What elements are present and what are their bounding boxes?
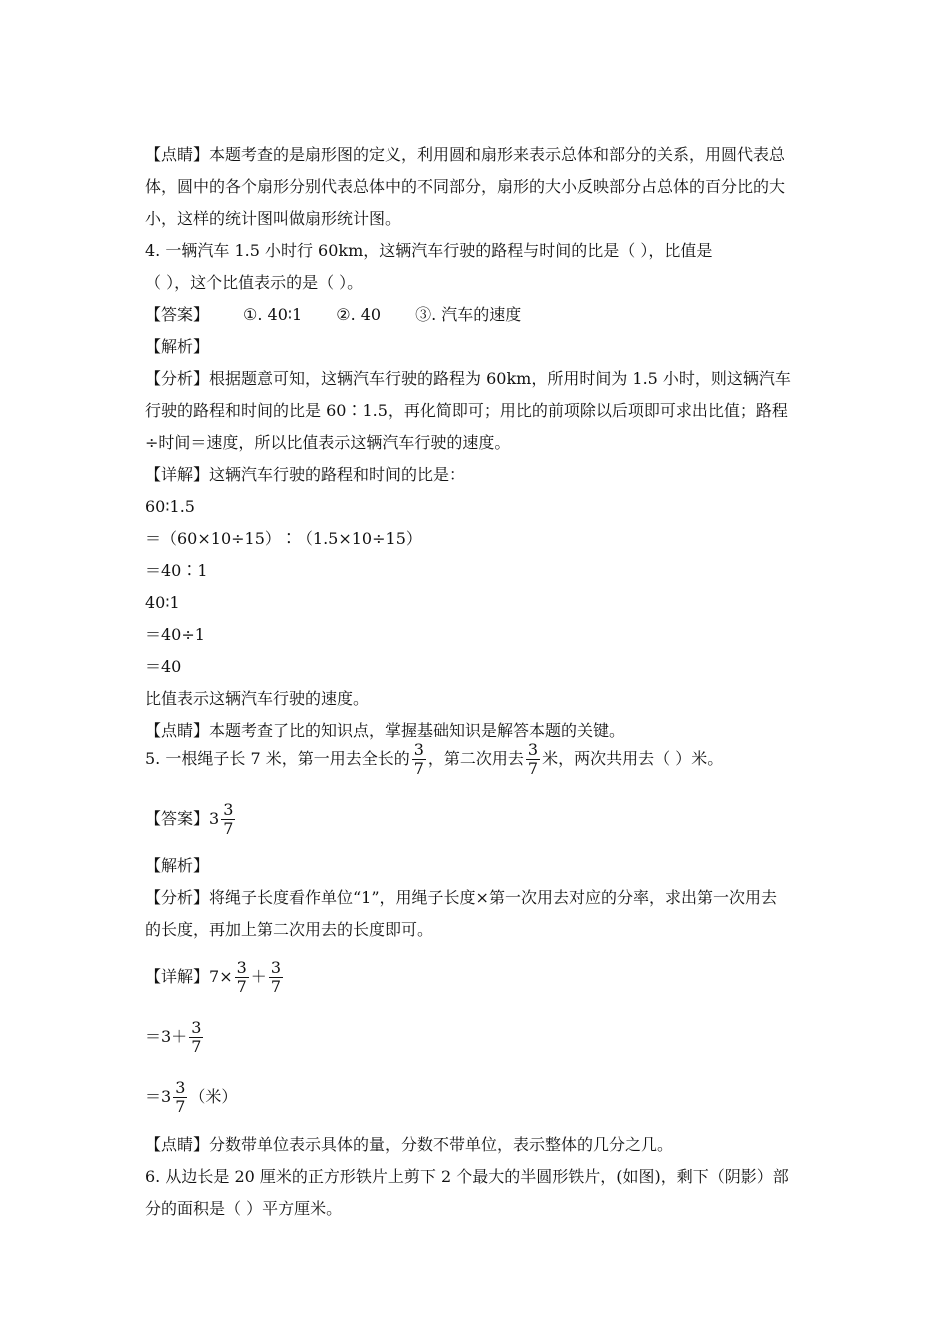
- q5-fenxi-line-1: 【分析】将绳子长度看作单位“1”，用绳子长度×第一次用去对应的分率，求出第一次用去: [145, 888, 777, 907]
- plus-sign: ＋: [250, 967, 267, 986]
- q5-fenxi-line-2: 的长度，再加上第二次用去的长度即可。: [145, 920, 434, 939]
- step-prefix: ＝3＋: [145, 1027, 188, 1046]
- fraction-denominator: 7: [270, 977, 281, 996]
- q4-xiangjie: 【详解】这辆汽车行驶的路程和时间的比是：: [145, 465, 466, 484]
- q4-answer: [145, 305, 521, 325]
- q4-fenxi-line-2: 行驶的路程和时间的比是 60∶1.5，再化简即可；用比的前项除以后项即可求出比值；路程: [145, 401, 788, 420]
- q5-question-b: ，第二次用去: [427, 749, 524, 768]
- q5-step-3: [145, 1074, 237, 1120]
- fraction-denominator: 7: [236, 977, 247, 996]
- fraction-three-sevenths: [526, 741, 540, 778]
- q5-answer: [145, 796, 237, 842]
- fraction-numerator: 3: [270, 958, 281, 977]
- q5-question-c: 米，两次共用去（ ）米。: [542, 749, 724, 768]
- q6-question-line-1: 6. 从边长是 20 厘米的正方形铁片上剪下 2 个最大的半圆形铁片，(如图)，剩下（阴影）部: [145, 1167, 789, 1186]
- fraction-denominator: 7: [527, 759, 539, 778]
- fraction-three-sevenths: [173, 1079, 187, 1116]
- q4-step-4: 40∶1: [145, 593, 180, 612]
- fraction-three-sevenths: [235, 959, 249, 996]
- q4-jiexi: 【解析】: [145, 337, 210, 356]
- q3-tip-line-2: 体，圆中的各个扇形分别代表总体中的不同部分，扇形的大小反映部分占总体的百分比的大: [145, 177, 786, 196]
- fraction-three-sevenths: [269, 959, 283, 996]
- q4-tip: 【点睛】本题考查了比的知识点，掌握基础知识是解答本题的关键。: [145, 721, 626, 740]
- fraction-denominator: 7: [223, 819, 234, 838]
- fraction-three-sevenths: [412, 741, 426, 778]
- q5-xiangjie: [145, 954, 285, 1000]
- q5-jiexi: 【解析】: [145, 856, 210, 875]
- q4-step-1: 60∶1.5: [145, 497, 195, 516]
- q4-fenxi-line-3: ÷时间＝速度，所以比值表示这辆汽车行驶的速度。: [145, 433, 511, 452]
- fraction-numerator: 3: [175, 1078, 186, 1097]
- fraction-three-sevenths: [221, 801, 235, 838]
- unit-label: （米）: [189, 1087, 238, 1106]
- xiangjie-label: 【详解】: [145, 967, 210, 986]
- step-prefix: ＝3: [145, 1087, 172, 1106]
- fraction-denominator: 7: [191, 1037, 202, 1056]
- fraction-numerator: 3: [236, 958, 247, 977]
- q3-tip-line-1: 【点睛】本题考查的是扇形图的定义，利用圆和扇形来表示总体和部分的关系，用圆代表总: [145, 145, 786, 164]
- fraction-denominator: 7: [413, 759, 424, 778]
- answer-whole: 3: [209, 809, 220, 828]
- fraction-denominator: 7: [175, 1097, 186, 1116]
- q4-step-6: ＝40: [145, 657, 182, 676]
- q4-step-3: ＝40∶1: [145, 561, 208, 580]
- q5-question-a: 5. 一根绳子长 7 米，第一用去全长的: [145, 749, 410, 768]
- q3-tip-line-3: 小，这样的统计图叫做扇形统计图。: [145, 209, 402, 228]
- fraction-numerator: 3: [223, 800, 234, 819]
- answer-label: 【答案】: [145, 305, 210, 324]
- answer-1: ①. 40∶1: [243, 305, 303, 324]
- q5-tip: 【点睛】分数带单位表示具体的量，分数不带单位，表示整体的几分之几。: [145, 1135, 674, 1154]
- answer-label: 【答案】: [145, 809, 210, 828]
- q5-question: [145, 736, 723, 782]
- q4-fenxi-line-1: 【分析】根据题意可知，这辆汽车行驶的路程为 60km，所用时间为 1.5 小时，则这辆汽车: [145, 369, 791, 388]
- answer-3: ③. 汽车的速度: [415, 305, 522, 324]
- q4-step-2: ＝（60×10÷15）∶（1.5×10÷15）: [145, 529, 422, 548]
- fraction-numerator: 3: [527, 740, 539, 759]
- q4-step-7: 比值表示这辆汽车行驶的速度。: [145, 689, 370, 708]
- q4-question-line-2: （ ），这个比值表示的是（ ）。: [145, 273, 364, 292]
- fraction-three-sevenths: [189, 1019, 203, 1056]
- fraction-numerator: 3: [191, 1018, 202, 1037]
- xj-term: 7×: [209, 967, 233, 986]
- q4-question-line-1: 4. 一辆汽车 1.5 小时行 60km，这辆汽车行驶的路程与时间的比是（ ），比值是: [145, 241, 713, 260]
- answer-2: ②. 40: [336, 305, 382, 324]
- q6-question-line-2: 分的面积是（ ）平方厘米。: [145, 1199, 343, 1218]
- q4-step-5: ＝40÷1: [145, 625, 205, 644]
- q5-step-2: [145, 1014, 205, 1060]
- fraction-numerator: 3: [413, 740, 424, 759]
